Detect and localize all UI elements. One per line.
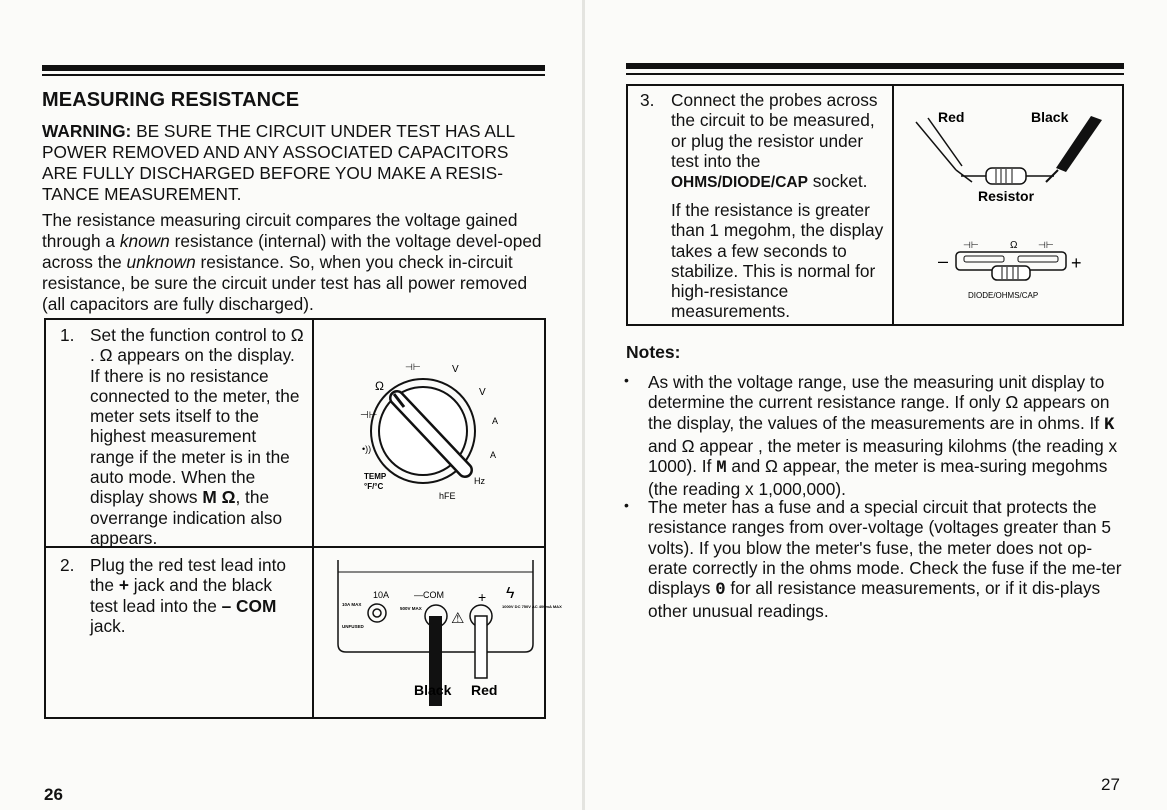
red-lead-label: Red [471,682,498,698]
dial-temp-label: TEMP [364,472,387,481]
step-3-paragraph-2: If the resistance is greater than 1 megohm, the display takes a few seconds to stabilize. This is normal for high-resistance measurements. [671,200,884,322]
note-2-bullet: • [624,497,629,513]
probe-black-label: Black [1031,109,1069,125]
resistor-icon [961,168,1054,184]
note-1-omega: Ω [1005,392,1019,413]
warning-paragraph [42,121,546,205]
dial-omega-label: Ω [375,379,384,393]
note-1-text-e: and [726,456,766,477]
intro-text-3: resistance. So, when you check in-circuit resistance, be sure the circuit under test has all power removed (all capacitors are fully discharged). [42,252,528,314]
right-top-rule-thin [626,73,1124,75]
step-3-text-a: Connect the probes across the circuit to be measured, or plug the resistor under test into the [671,90,878,171]
dial-v-ac-label: V [479,387,486,398]
note-1-text-a: As with the voltage range, use the measuring unit display to determine the current resistance range. If only [648,372,1105,413]
input-jacks-illustration [330,556,562,706]
dial-a-dc-label: A [492,416,499,426]
step-1-text [90,325,305,548]
warning-text: BE SURE THE CIRCUIT UNDER TEST HAS ALL POWER REMOVED AND ANY ASSOCIATED CAPACITORS ARE FULLY DISCHARGED BEFORE YOU MAKE A RESIS-TANCE MEASUREMENT. [42,121,515,204]
svg-text:⊣⊢: ⊣⊢ [1038,240,1054,250]
step-3-number: 3. [640,90,655,110]
jack-10a-inner [373,609,381,617]
red-lead [475,616,487,678]
dial-a-ac-label: A [490,450,497,460]
note-2-text-a: The meter has a fuse and a special circuit that protects the resistance ranges from over-voltage (voltages greater than 5 volts). If you blow the meter's fuse, the meter does not op-erate correctly in the ohms mode. Check the fuse if the me-ter displays [648,497,1122,599]
note-2-zero: 0 [715,581,726,601]
dial-diode-left: ⊣⊢ [360,410,378,421]
step-3-socket: OHMS/DIODE/CAP [671,174,808,192]
note-1-bullet: • [624,372,629,388]
step-1-number: 1. [60,325,75,345]
step-1-omega: Ω . Ω [90,325,304,366]
note-1-text-c: and [648,435,682,456]
note-1-k: K [1103,415,1115,435]
left-page [0,0,583,810]
step-2-com: – COM [221,595,277,616]
note-2 [648,497,1124,622]
warning-label: WARNING: [42,121,132,141]
jack-unfused-label: UNFUSED [342,624,364,629]
intro-text-1: The resistance measuring circuit compares the voltage gained through a [42,210,518,251]
step-2-text-c: jack. [90,615,126,636]
intro-unknown: unknown [126,252,196,272]
jack-com-label: —COM [414,590,444,600]
step-2-text [90,555,300,636]
step-3-text [671,90,886,193]
intro-paragraph [42,210,548,315]
socket-icon [956,240,1066,280]
dial-hz-label: Hz [474,476,485,486]
lightning-icon: ϟ [506,585,515,602]
dial-temp-units: °F/°C [364,482,384,491]
section-heading: MEASURING RESISTANCE [42,89,300,111]
dial-hfe-label: hFE [439,491,456,501]
jack-plus-label: + [478,589,487,605]
socket-label: DIODE/OHMS/CAP [968,291,1039,300]
jack-1000v-label: 1000V DC 750V AC 400mA MAX [502,604,562,609]
step-2-text-a: Plug the red test lead into the [90,555,286,596]
red-probe [916,118,972,182]
note-2-text-b: for all resistance measurements, or if it dis-plays other unusual readings. [648,578,1101,622]
intro-text-2: resistance (internal) with the voltage devel-oped across the [42,231,542,272]
svg-text:⊣⊢: ⊣⊢ [963,240,979,250]
jack-500v-label: 500V MAX [400,606,422,611]
step-2-number: 2. [60,555,75,575]
dial-diode-symbol: ⊣⊢ [405,362,421,372]
black-lead-label: Black [414,682,452,698]
step-2-text-b: jack and the black test lead into the [90,575,273,616]
jack-10a-label: 10A [373,590,390,600]
note-1-text-f: appear, the meter is mea-suring megohms (the reading x 1,000,000). [648,456,1108,500]
warning-triangle-icon: ⚠ [451,610,465,627]
note-1-text-b: appears on the display, the values of the measurements are in ohms. If [648,392,1110,433]
note-1-omega-2: Ω [681,435,695,456]
notes-title: Notes: [626,342,681,362]
step-1-mohm: M Ω [202,487,236,508]
resistor-label: Resistor [978,188,1035,204]
note-1-text-d: appear , the meter is measuring kilohms (the reading x 1000). If [648,435,1118,477]
step-2-plus: + [118,575,129,596]
step-1-text-a: Set the function control to [90,325,291,345]
dial-sound-icon: •)) [362,444,372,454]
note-1-m: M [716,459,727,479]
black-probe [1046,116,1102,182]
step-3-text-b: socket. [807,171,868,192]
note-1-omega-3: Ω [765,456,778,477]
intro-known: known [119,231,170,251]
page-number-left: 26 [44,785,63,804]
socket-minus: – [938,251,949,271]
resistor-probe-illustration [906,100,1116,310]
step-3-column-divider [892,84,894,326]
right-top-rule-thick [626,63,1124,69]
jack-10a-max-label: 10A MAX [342,602,362,607]
function-dial-illustration [340,352,510,512]
jack-10a [368,604,386,622]
dial-v-dc-label: V [452,364,459,375]
top-rule-thick [42,65,545,71]
page-number-right: 27 [1101,775,1120,794]
socket-omega: Ω [1010,240,1018,251]
step-1-text-c: , the overrange indication also appears. [90,487,283,548]
note-1 [648,372,1124,500]
table-column-divider [312,318,314,719]
probe-red-label: Red [938,109,965,125]
socket-plus: + [1071,253,1082,273]
step-1-text-b: appears on the display. If there is no resistance connected to the meter, the meter sets itself to the highest measurement range if the meter is in the auto mode. When the display shows [90,345,300,508]
top-rule-thin [42,74,545,76]
